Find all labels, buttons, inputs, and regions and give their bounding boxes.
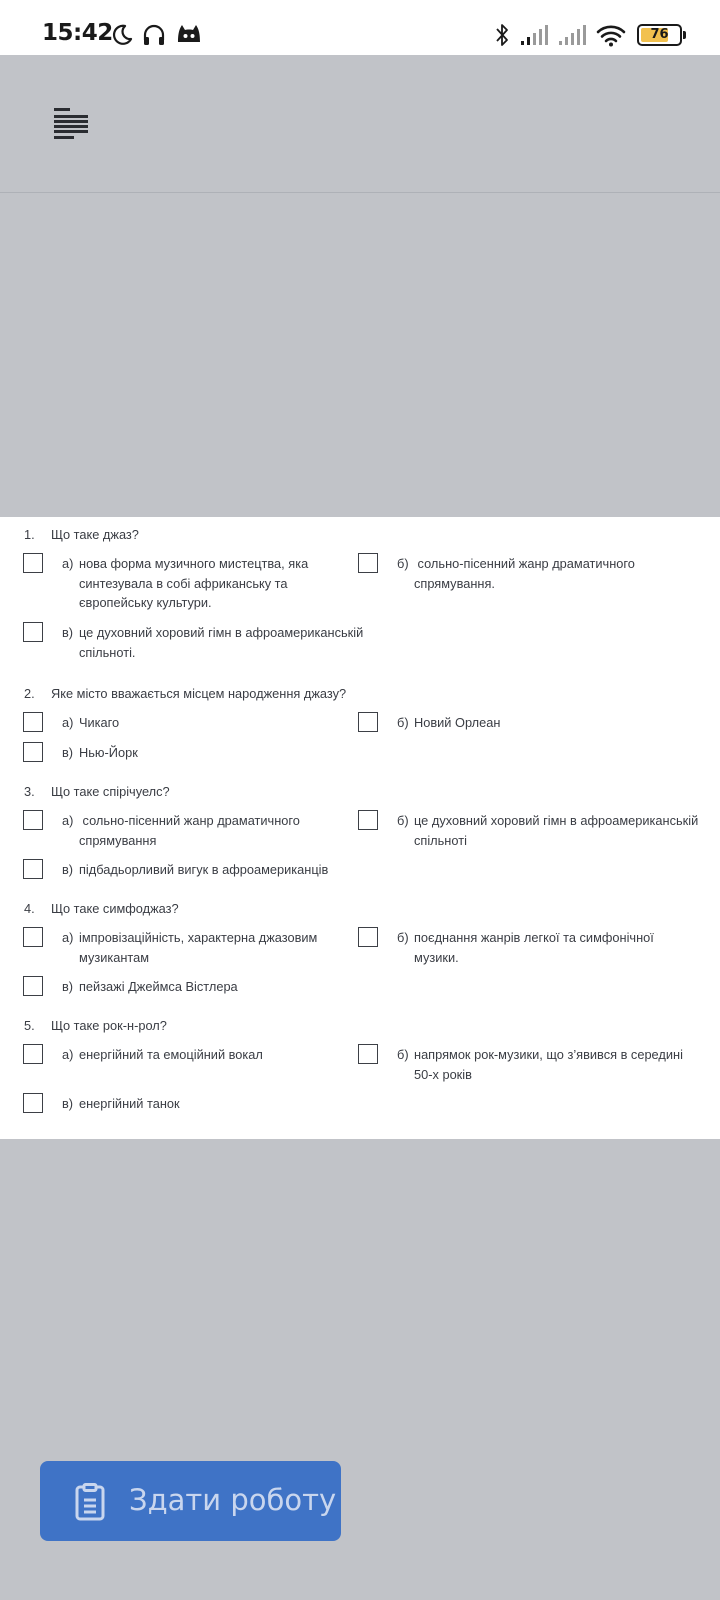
option-letter: б) [397,813,409,828]
question-number: 2. [24,686,35,701]
question-number: 3. [24,784,35,799]
option-text [79,928,317,967]
option-text [79,1045,263,1065]
option-text-line: це духовний хоровий гімн в афроамериканській [79,625,364,640]
option-letter: а) [62,1047,74,1062]
option-text-line: Чикаго [79,715,120,730]
answer-checkbox-5-b[interactable] [358,1044,378,1064]
option-text-line: підбадьорливий вигук в афроамериканців [79,862,329,877]
question-number: 1. [24,527,35,542]
option-text-line: спрямування [79,832,157,848]
option-text-line: спільноті [414,832,467,848]
option-text-line: пейзажі Джеймса Вістлера [79,979,238,994]
option-text-line: сольно-пісенний жанр драматичного [414,556,635,571]
option-text [414,928,654,967]
wifi-icon [596,23,626,47]
option-text [79,554,308,613]
battery-icon [637,24,682,46]
option-letter: в) [62,745,74,760]
headphones-icon [142,23,166,47]
option-letter: б) [397,715,409,730]
battery-percent: 76 [650,27,669,42]
option-text-line: нова форма музичного мистецтва, яка [79,556,309,571]
app-bar [0,55,720,193]
option-letter: б) [397,556,409,571]
answer-checkbox-3-c[interactable] [23,859,43,879]
answer-checkbox-1-b[interactable] [358,553,378,573]
answer-checkbox-5-c[interactable] [23,1093,43,1113]
answer-checkbox-2-c[interactable] [23,742,43,762]
answer-checkbox-1-a[interactable] [23,553,43,573]
menu-icon[interactable] [50,105,92,139]
option-text [79,811,300,850]
question-text: Що таке джаз? [51,527,139,542]
option-text-line: музики. [414,949,459,965]
option-text [79,743,138,763]
clipboard-icon [74,1483,106,1521]
option-letter: в) [62,625,74,640]
option-text-line: поєднання жанрів легкої та симфонічної [414,930,654,945]
option-text-line: імпровізаційність, характерна джазовим [79,930,318,945]
status-time: 15:42 [42,20,113,46]
option-text-line: європейську культури. [79,595,212,610]
option-text-line: спрямування. [414,575,495,591]
option-text-line: Новий Орлеан [414,715,501,730]
answer-checkbox-2-a[interactable] [23,712,43,732]
answer-checkbox-4-c[interactable] [23,976,43,996]
option-letter: б) [397,930,409,945]
submit-work-button[interactable] [40,1461,341,1541]
cat-icon [176,22,202,46]
answer-checkbox-5-a[interactable] [23,1044,43,1064]
question-text: Що таке симфоджаз? [51,901,179,916]
option-text [414,1045,683,1084]
option-letter: а) [62,813,74,828]
option-text [79,860,328,880]
option-text [79,1094,180,1114]
answer-checkbox-1-c[interactable] [23,622,43,642]
question-text: Що таке спірічуелс? [51,784,170,799]
signal-icon [520,24,550,46]
submit-work-label: Здати роботу [129,1483,337,1517]
answer-checkbox-4-b[interactable] [358,927,378,947]
option-text-line: напрямок рок-музики, що з’явився в середині [414,1047,683,1062]
option-letter: а) [62,930,74,945]
option-letter: а) [62,556,74,571]
question-number: 4. [24,901,35,916]
battery-tip [683,31,686,39]
option-text [79,713,119,733]
option-text-line: енергійний та емоційний вокал [79,1047,263,1062]
question-text: Що таке рок-н-рол? [51,1018,167,1033]
option-text [414,811,698,850]
option-letter: а) [62,715,74,730]
signal-icon [558,24,588,46]
option-text [414,713,500,733]
status-bar [0,0,720,55]
answer-checkbox-4-a[interactable] [23,927,43,947]
answer-checkbox-3-b[interactable] [358,810,378,830]
question-text: Яке місто вважається місцем народження джазу? [51,686,347,701]
bluetooth-icon [495,22,509,48]
option-letter: в) [62,862,74,877]
option-text-line: 50-х років [414,1066,472,1082]
option-text-line: спільноті. [79,644,136,660]
option-text-line: Нью-Йорк [79,745,138,760]
quiz-document[interactable] [0,517,720,1139]
question-number: 5. [24,1018,35,1033]
option-text [79,977,238,997]
option-letter: в) [62,1096,74,1111]
option-text-line: музикантам [79,949,150,965]
option-text-line: це духовний хоровий гімн в афроамериканській [414,813,699,828]
option-text-line: енергійний танок [79,1096,180,1111]
option-text-line: синтезувала в собі африканську та [79,575,288,591]
option-text [414,554,635,593]
answer-checkbox-2-b[interactable] [358,712,378,732]
moon-icon [110,23,134,47]
option-letter: в) [62,979,74,994]
answer-checkbox-3-a[interactable] [23,810,43,830]
option-letter: б) [397,1047,409,1062]
option-text-line: сольно-пісенний жанр драматичного [79,813,300,828]
option-text [79,623,363,662]
